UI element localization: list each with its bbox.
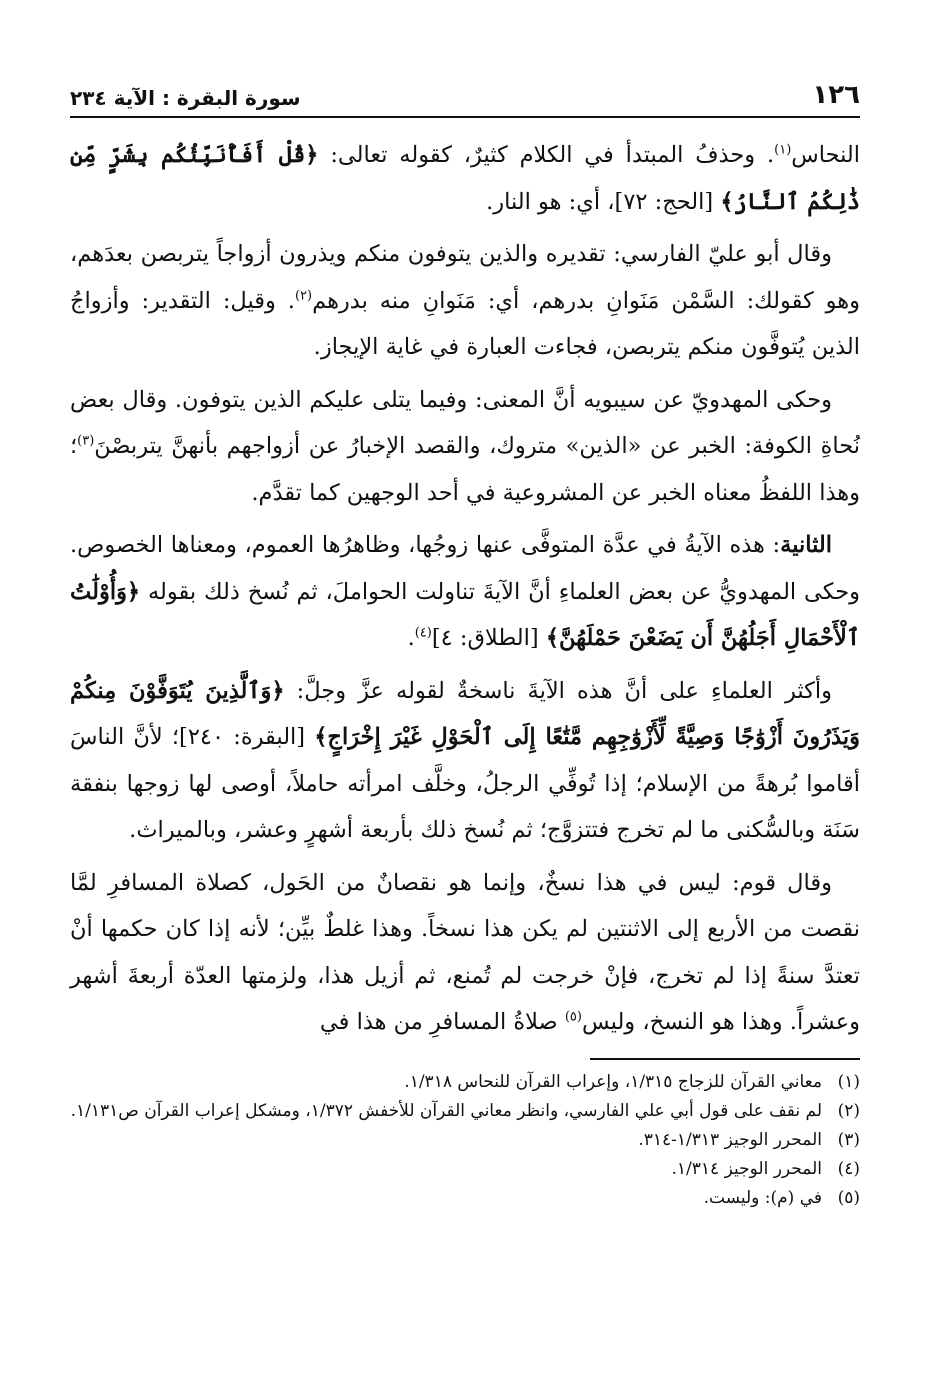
- paragraph-text: وقال قوم: ليس في هذا نسخٌ، وإنما هو نقصانٌ من الحَول، كصلاة المسافرِ لمَّا نقصت من الأربع إلى الاثنتين لم يكن هذا نسخاً. وهذا غلطٌ بيِّن؛ لأنه إذا كان حكمها أنْ تعتدَّ سنةً إذا لم تخرج، فإنْ خرجت لم تُمنع، ثم أزيل هذا، ولزمتها العدّة أربعةَ أشهر وعشراً. وهذا هو النسخ، وليس: [70, 869, 860, 1035]
- paragraph-1: [70, 132, 860, 225]
- paragraph-text: .: [407, 625, 415, 651]
- paragraph-text: لأنَّ الناسَ أقاموا بُرهةً من الإسلام؛ إذا تُوفِّي الرجلُ، وخلَّف امرأته حاملاً، أوصى لها زوجها بنفقة سَنَة وبالسُّكنى ما لم تخرج فتتزوَّج؛ ثم نُسخ ذلك بأربعة أشهرٍ وعشر، وبالميراث.: [70, 724, 860, 843]
- footnote-marker: (٥): [564, 1009, 582, 1025]
- quran-quote: ﴿وَٱلَّذِينَ يُتَوَفَّوْنَ مِنكُمْ وَيَذَرُونَ أَزْوَٰجًا وَصِيَّةً لِّأَزْوَٰجِهِم مَّتَٰعًا إِلَى ٱلْحَوْلِ غَيْرَ إِخْرَاجٍ﴾: [70, 677, 860, 750]
- footnote-marker: (١): [774, 142, 792, 158]
- book-page: [70, 60, 860, 1360]
- footnote-text: معاني القرآن للزجاج ١/٣١٥، وإعراب القرآن للنحاس ١/٣١٨.: [404, 1071, 822, 1092]
- paragraph-text: وقال أبو عليّ الفارسي: تقديره والذين يتوفون منكم ويذرون أزواجاً يتربصن بعدَهم، وهو كقولك: السَّمْن مَنَوانِ بدرهم، أي: مَنَوانِ منه بدرهم: [70, 241, 860, 314]
- footnote-number: (١): [837, 1071, 860, 1092]
- footnote-number: (٥): [837, 1187, 860, 1208]
- paragraph-text: . وقيل: التقدير: وأزواجُ الذين يُتوفَّون منكم يتربصن، فجاءت العبارة في غاية الإيجاز.: [70, 287, 860, 360]
- footnote-number: (٢): [837, 1100, 860, 1121]
- footnote-item: [70, 1097, 860, 1126]
- verse-citation: [البقرة: ٢٤٠]؛: [171, 724, 315, 750]
- paragraph-3: [70, 377, 860, 517]
- verse-citation: [الطلاق: ٤]: [431, 625, 546, 651]
- paragraph-text: وحكى المهدويّ عن سيبويه أنَّ المعنى: وفيما يتلى عليكم الذين يتوفون. وقال بعض نُحاةِ الكوفة: الخبر عن «الذين» متروك، والقصد الإخبارُ عن أزواجهم بأنهنَّ يتربصْنَ: [70, 386, 860, 459]
- footnotes: [70, 1068, 860, 1213]
- footnote-text: لم نقف على قول أبي علي الفارسي، وانظر معاني القرآن للأخفش ١/٣٧٢، ومشكل إعراب القرآن ص١/١٣١.: [70, 1100, 822, 1121]
- footnote-marker: (٤): [414, 625, 432, 641]
- paragraph-6: [70, 860, 860, 1046]
- running-title: سورة البقرة : الآية ٢٣٤: [70, 86, 301, 110]
- paragraph-text: ؛ وهذا اللفظُ معناه الخبر عن المشروعية في أحد الوجهين كما تقدَّم.: [70, 433, 860, 506]
- paragraph-5: [70, 668, 860, 854]
- footnote-text: المحرر الوجيز ١/٣١٣-٣١٤.: [638, 1129, 822, 1150]
- quran-quote: ﴿وَأُوْلَٰتُ ٱلْأَحْمَالِ أَجَلُهُنَّ أَن يَضَعْنَ حَمْلَهُنَّ﴾: [70, 578, 860, 651]
- footnote-number: (٣): [837, 1129, 860, 1150]
- verse-citation: [الحج: ٧٢]، أي: هو النار.: [486, 188, 721, 215]
- paragraph-text: وأكثر العلماءِ على أنَّ هذه الآيةَ ناسخةٌ لقوله عزَّ وجلَّ:: [284, 677, 832, 704]
- footnote-item: [70, 1184, 860, 1213]
- footnote-number: (٤): [837, 1158, 860, 1179]
- footnote-marker: (٣): [77, 433, 95, 449]
- paragraph-text: النحاس: [791, 142, 861, 168]
- paragraph-text: . وحذفُ المبتدأ في الكلام كثيرٌ، كقوله تعالى:: [318, 142, 775, 168]
- footnote-item: [70, 1155, 860, 1184]
- paragraph-2: [70, 231, 860, 371]
- page-header: [70, 60, 860, 118]
- main-text: [70, 132, 860, 1046]
- footnote-divider: [590, 1058, 860, 1060]
- page-number: ١٢٦: [812, 80, 860, 110]
- section-lead: الثانية: [780, 532, 832, 558]
- quran-quote: ﴿قُلْ أَفَأُنَبِّئُكُم بِشَرٍّ مِّن ذَٰلِكُمُ ٱلنَّارُ﴾: [70, 142, 860, 215]
- paragraph-text: : هذه الآيةُ في عدَّة المتوفَّى عنها زوجُها، وظاهرُها العموم، ومعناها الخصوص. وحكى المهدويُّ عن بعض العلماءِ أنَّ الآيةَ تناولت الحواملَ، ثم نُسخ ذلك بقوله: [70, 532, 860, 605]
- footnote-marker: (٢): [294, 288, 313, 303]
- footnote-text: في (م): وليست.: [703, 1187, 822, 1208]
- footnote-item: [70, 1068, 860, 1097]
- paragraph-text: صلاةُ المسافرِ من هذا في: [319, 1009, 565, 1035]
- footnote-item: [70, 1126, 860, 1155]
- footnote-text: المحرر الوجيز ١/٣١٤.: [671, 1158, 822, 1179]
- paragraph-4: [70, 522, 860, 662]
